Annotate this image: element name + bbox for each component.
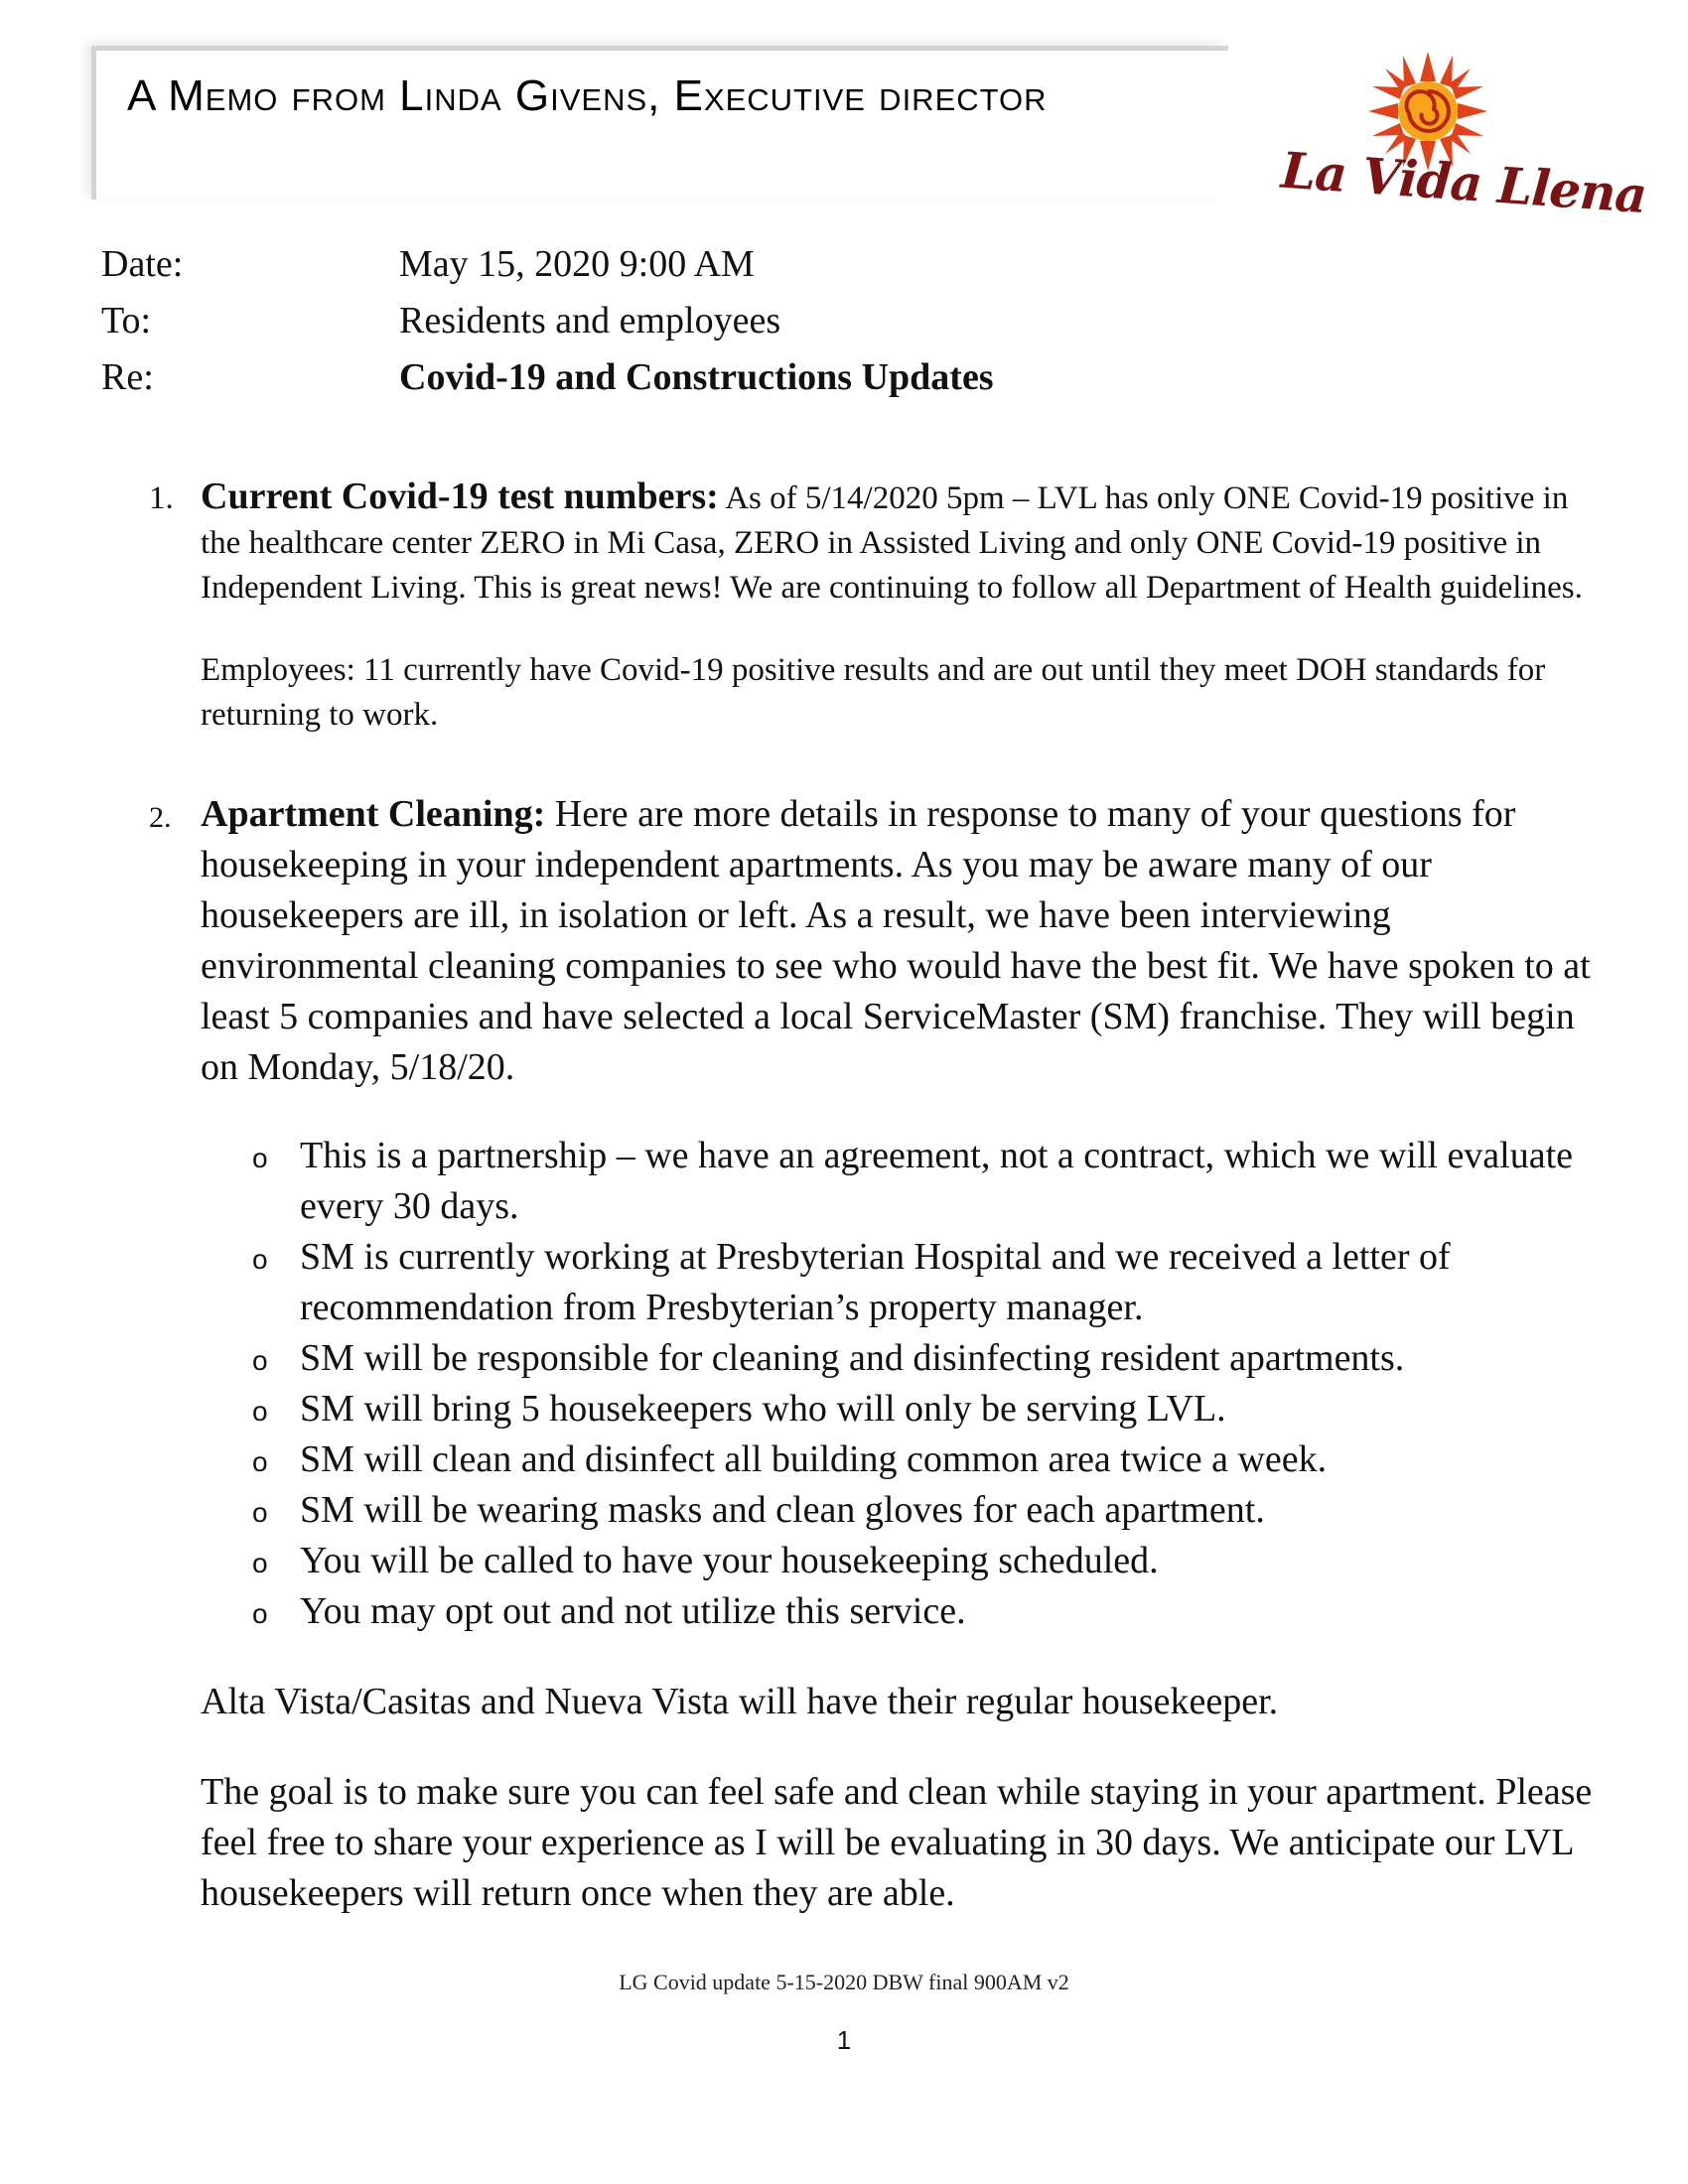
bullet-item: [252, 1232, 1599, 1333]
bullet-icon: o: [252, 1345, 268, 1376]
bullet-item: [252, 1131, 1599, 1232]
employees-paragraph: Employees: 11 currently have Covid-19 positive results and are out until they meet DOH standards for returning to work.: [201, 652, 1546, 733]
bullet-text: You may opt out and not utilize this service.: [300, 1590, 966, 1632]
list-item-apartment-cleaning: [149, 789, 1599, 1919]
re-value: Covid-19 and Constructions Updates: [399, 356, 994, 398]
bullet-text: SM is currently working at Presbyterian Hospital and we received a letter of recommendation from Presbyterian’s property manager.: [300, 1236, 1451, 1328]
to-value: Residents and employees: [399, 300, 781, 341]
date-label: Date:: [101, 243, 184, 285]
list-item-covid-numbers: [149, 475, 1599, 738]
bullet-icon: o: [252, 1143, 268, 1173]
bullet-item: [252, 1333, 1599, 1384]
item-heading: Apartment Cleaning:: [201, 793, 546, 835]
bullet-item: [252, 1434, 1599, 1485]
bullet-list: [201, 1131, 1599, 1637]
goal-paragraph: The goal is to make sure you can feel safe and clean while staying in your apartment. Please feel free to share your experience as I will be evaluating in 30 days. We anticipate our LVL housekeepers will return once when they are able.: [201, 1771, 1593, 1914]
item-heading: Current Covid-19 test numbers:: [201, 476, 719, 517]
bullet-text: SM will clean and disinfect all building common area twice a week.: [300, 1438, 1328, 1480]
bullet-item: [252, 1586, 1599, 1637]
footer-note: LG Covid update 5-15-2020 DBW final 900AM v2: [619, 1970, 1069, 1994]
bullet-text: SM will be responsible for cleaning and disinfecting resident apartments.: [300, 1337, 1405, 1379]
bullet-item: [252, 1384, 1599, 1434]
bullet-text: You will be called to have your housekeeping scheduled.: [300, 1540, 1159, 1581]
item-number: 2.: [149, 801, 172, 834]
bullet-item: [252, 1536, 1599, 1586]
bullet-icon: o: [252, 1548, 268, 1578]
housekeeper-paragraph: Alta Vista/Casitas and Nueva Vista will have their regular housekeeper.: [201, 1681, 1279, 1722]
item-text: As of 5/14/2020 5pm – LVL has only ONE Covid-19 positive in the healthcare center ZERO in Mi Casa, ZERO in Assisted Living and only ONE Covid-19 positive in Independent Living. This is great news! We are continuing to follow all Department of Health guidelines.: [201, 480, 1583, 606]
bullet-icon: o: [252, 1598, 268, 1629]
item-number: 1.: [149, 480, 174, 516]
date-value: May 15, 2020 9:00 AM: [399, 243, 755, 285]
bullet-icon: o: [252, 1244, 268, 1275]
bullet-icon: o: [252, 1446, 268, 1477]
item-text: Here are more details in response to many of your questions for housekeeping in your independent apartments. As you may be aware many of our housekeepers are ill, in isolation or left. As a result, we have been interviewing environmental cleaning companies to see who would have the best fit. We have spoken to at least 5 companies and have selected a local ServiceMaster (SM) franchise. They will begin on Monday, 5/18/20.: [201, 793, 1591, 1088]
to-label: To:: [101, 300, 152, 341]
memo-body: [149, 475, 1599, 1919]
bullet-item: [252, 1485, 1599, 1536]
memo-title: A Memo from Linda Givens, Executive director: [127, 71, 1048, 120]
bullet-icon: o: [252, 1396, 268, 1427]
header-frame: [91, 46, 1228, 200]
bullet-text: This is a partnership – we have an agreement, not a contract, which we will evaluate every 30 days.: [300, 1135, 1574, 1227]
bullet-text: SM will be wearing masks and clean gloves for each apartment.: [300, 1489, 1265, 1531]
page-number: 1: [836, 2025, 852, 2055]
logo-text: La Vida Llena: [1279, 140, 1648, 225]
bullet-icon: o: [252, 1497, 268, 1528]
re-label: Re:: [101, 356, 154, 398]
bullet-text: SM will bring 5 housekeepers who will only be serving LVL.: [300, 1388, 1226, 1430]
item-paragraph: [201, 789, 1599, 1093]
logo: [1279, 52, 1648, 225]
item-paragraph: [201, 475, 1599, 611]
